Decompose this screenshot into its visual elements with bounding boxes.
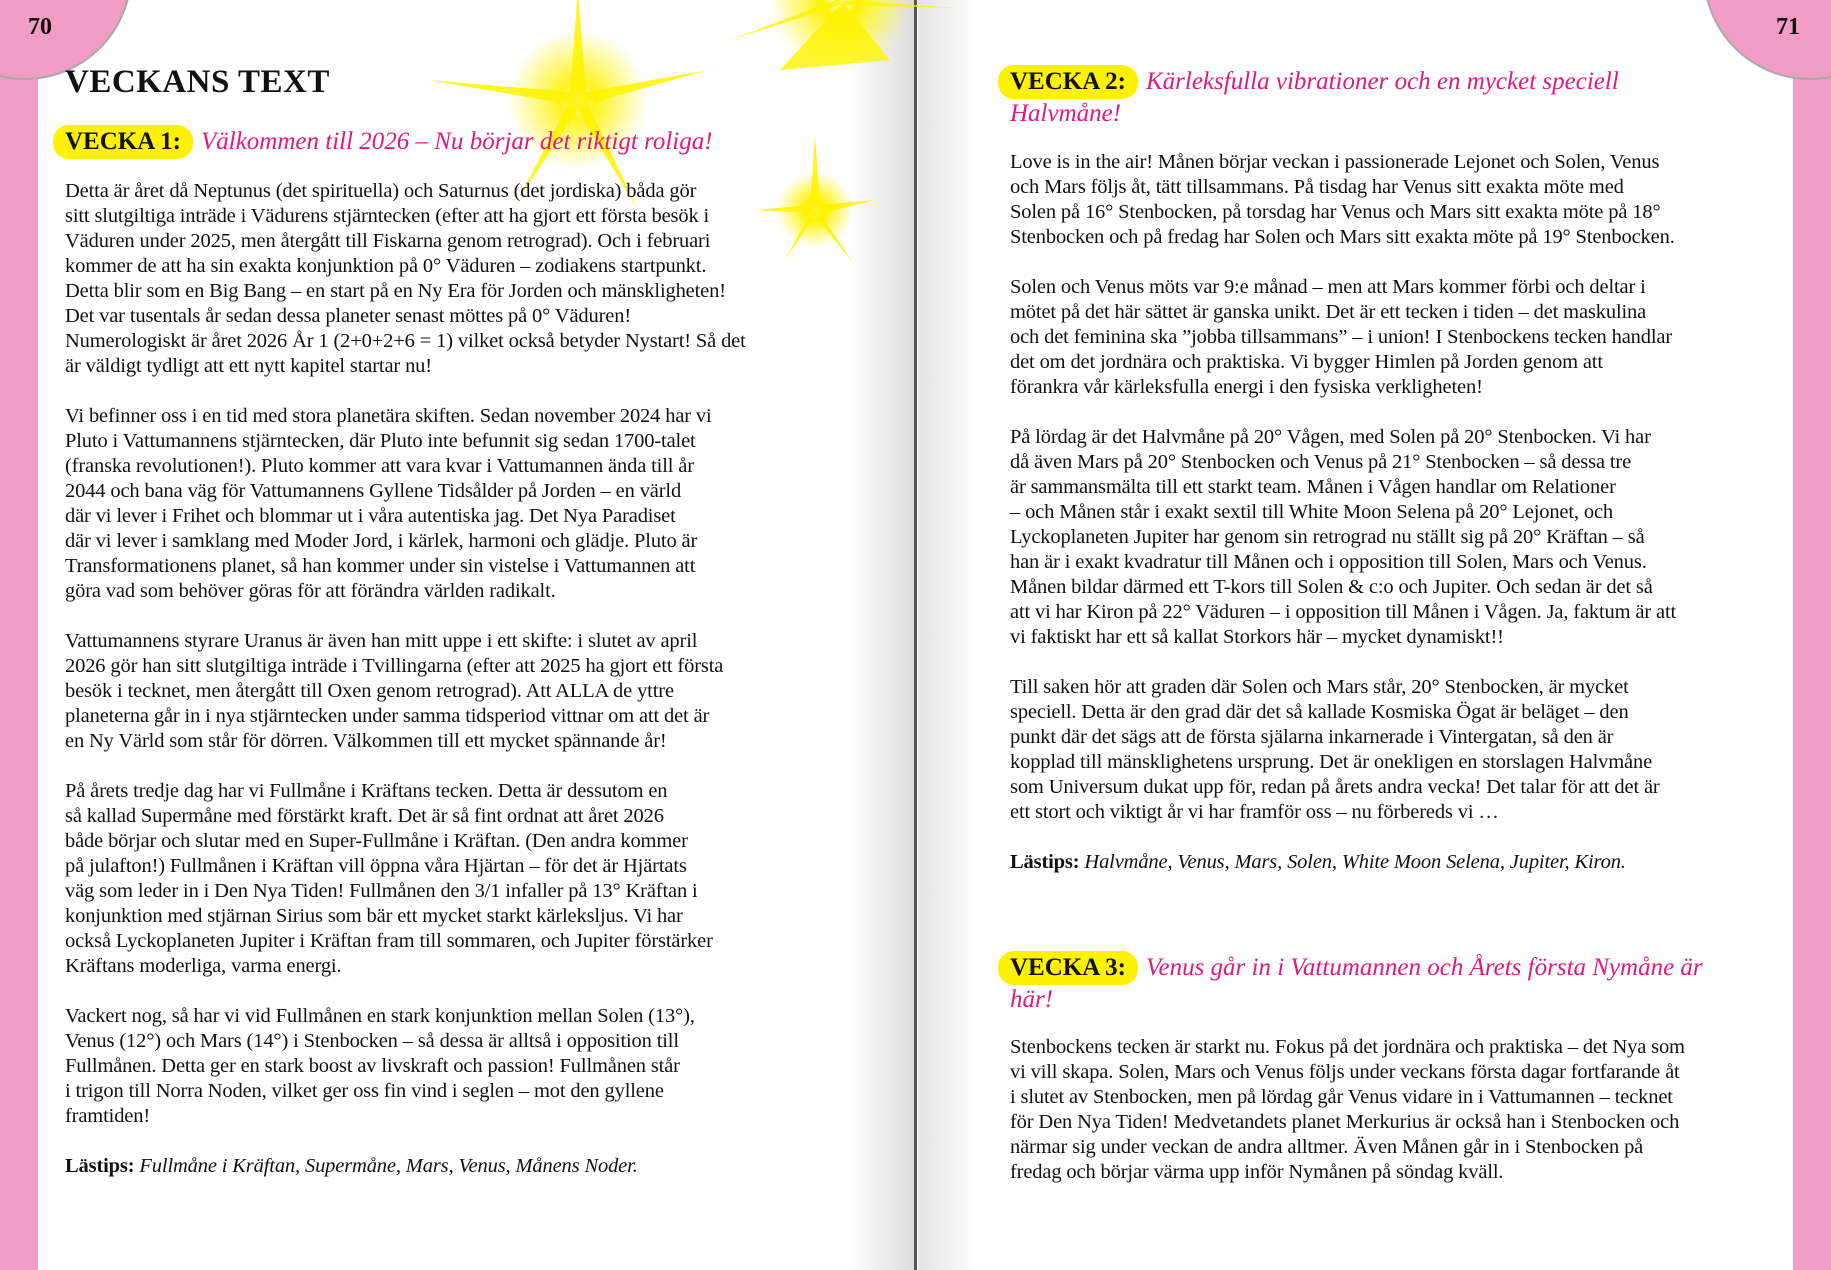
text-line: punkt där det sägs att de första själarna inkarnerade i Vintergatan, så den är: [1010, 726, 1614, 748]
week-label: VECKA 3:: [998, 951, 1138, 985]
reading-tips-label: Lästips:: [65, 1155, 135, 1177]
paragraph: [65, 629, 746, 754]
text-line: Väduren under 2025, men återgått till Fiskarna genom retrograd). Och i februari: [65, 230, 711, 252]
text-line: både börjar och slutar med en Super-Fullmåne i Kräftan. (Den andra kommer: [65, 830, 688, 852]
text-line: i slutet av Stenbocken, men på lördag går Venus vidare in i Vattumannen – tecknet: [1010, 1086, 1673, 1108]
text-line: På årets tredje dag har vi Fullmåne i Kräftans tecken. Detta är dessutom en: [65, 780, 668, 802]
text-line: Lyckoplaneten Jupiter har genom sin retrograd nu ställt sig på 20° Kräftan – så: [1010, 526, 1645, 548]
paragraph: [1010, 425, 1676, 650]
star-icon: [755, 135, 875, 260]
paragraph: [1010, 150, 1676, 250]
text-line: är sammansmälta till ett starkt team. Månen i Vågen handlar om Relationer: [1010, 476, 1616, 498]
text-line: Venus (12°) och Mars (14°) i Stenbocken – så dessa är alltså i opposition till: [65, 1030, 679, 1052]
text-line: sitt slutgiltiga inträde i Vädurens stjärntecken (efter att ha gjort ett första besök i: [65, 205, 710, 227]
week-title-continued: här!: [1010, 986, 1054, 1013]
text-line: vi faktiskt har ett så kallat Storkors här – mycket dynamiskt!!: [1010, 626, 1504, 648]
text-line: Fullmånen. Detta ger en stark boost av livskraft och passion! Fullmånen står: [65, 1055, 680, 1077]
text-line: Solen och Venus möts var 9:e månad – men att Mars kommer förbi och deltar i: [1010, 276, 1646, 298]
week-2-heading: [998, 65, 1619, 129]
week-title: Venus går in i Vattumannen och Årets första Nymåne är: [1145, 954, 1703, 981]
paragraph: [1010, 1035, 1685, 1185]
text-line: (franska revolutionen!). Pluto kommer att vara kvar i Vattumannen ända till år: [65, 455, 694, 477]
text-line: en Ny Värld som står för dörren. Välkommen till ett mycket spännande år!: [65, 730, 667, 752]
text-line: på julafton!) Fullmånen i Kräftan vill öppna våra Hjärtan – för det är Hjärtats: [65, 855, 687, 877]
paragraph: [65, 1004, 746, 1129]
text-line: närmar sig under veckan de andra alltmer. Även Månen går in i Stenbocken på: [1010, 1136, 1644, 1158]
text-line: som Universum dukat upp för, redan på årets andra vecka! Det talar för att det är: [1010, 776, 1660, 798]
text-line: där vi lever i samklang med Moder Jord, i kärlek, harmoni och glädje. Pluto är: [65, 530, 698, 552]
paragraph: [65, 779, 746, 979]
text-line: Love is in the air! Månen börjar veckan i passionerade Lejonet och Solen, Venus: [1010, 151, 1660, 173]
left-page-body: [65, 179, 746, 1204]
page-number-right: 71: [1776, 14, 1800, 40]
right-page-body: [1010, 150, 1676, 900]
text-line: han är i exakt kvadratur till Månen och i opposition till Solen, Mars och Venus.: [1010, 551, 1647, 573]
text-line: göra vad som behöver göras för att förändra världen radikalt.: [65, 580, 556, 602]
text-line: kopplad till mänsklighetens ursprung. Det är onekligen en storslagen Halvmåne: [1010, 751, 1653, 773]
text-line: Stenbocken och på fredag har Solen och Mars sitt exakta möte på 19° Stenbocken.: [1010, 226, 1675, 248]
text-line: konjunktion med stjärnan Sirius som bär ett mycket starkt kärleksljus. Vi har: [65, 905, 683, 927]
text-line: På lördag är det Halvmåne på 20° Vågen, med Solen på 20° Stenbocken. Vi har: [1010, 426, 1651, 448]
text-line: Till saken hör att graden där Solen och Mars står, 20° Stenbocken, är mycket: [1010, 676, 1629, 698]
text-line: så kallad Supermåne med förstärkt kraft. Det är så fint ordnat att året 2026: [65, 805, 664, 827]
paragraph: [65, 404, 746, 604]
text-line: planeterna går in i nya stjärntecken under samma tidsperiod vittnar om att det är: [65, 705, 710, 727]
reading-tips-text: Halvmåne, Venus, Mars, Solen, White Moon Selena, Jupiter, Kiron.: [1084, 851, 1626, 873]
text-line: Vackert nog, så har vi vid Fullmånen en stark konjunktion mellan Solen (13°),: [65, 1005, 695, 1027]
text-line: ett stort och viktigt år vi har framför oss – nu förbereds vi …: [1010, 801, 1499, 823]
week-label: VECKA 1:: [53, 125, 193, 159]
text-line: Kräftans moderliga, varma energi.: [65, 955, 342, 977]
reading-tips: [1010, 850, 1676, 875]
text-line: speciell. Detta är den grad där det så kallade Kosmiska Ögat är beläget – den: [1010, 701, 1629, 723]
text-line: mötet på det här sättet är ganska unikt. Det är ett tecken i tiden – det maskulina: [1010, 301, 1647, 323]
week-1-heading: [53, 125, 713, 159]
paragraph: [1010, 675, 1676, 825]
week-title-continued: Halvmåne!: [1010, 100, 1122, 127]
text-line: framtiden!: [65, 1105, 151, 1127]
week-3-body: [1010, 1035, 1685, 1210]
text-line: och det feminina ska ”jobba tillsammans” – i union! I Stenbockens tecken handlar: [1010, 326, 1673, 348]
page-number-tab-right: [1703, 0, 1831, 80]
text-line: då även Mars på 20° Stenbocken och Venus på 21° Stenbocken – så dessa tre: [1010, 451, 1632, 473]
text-line: att vi har Kiron på 22° Väduren – i opposition till Månen i Vågen. Ja, faktum är att: [1010, 601, 1677, 623]
text-line: och Mars följs åt, tätt tillsammans. På tisdag har Venus sitt exakta möte med: [1010, 176, 1624, 198]
text-line: fredag och börjar värma upp inför Nymånen på söndag kväll.: [1010, 1161, 1504, 1183]
text-line: i trigon till Norra Noden, vilket ger oss fin vind i seglen – mot den gyllene: [65, 1080, 664, 1102]
text-line: Detta är året då Neptunus (det spirituella) och Saturnus (det jordiska) båda gör: [65, 180, 697, 202]
text-line: kommer de att ha sin exakta konjunktion på 0° Väduren – zodiakens startpunkt.: [65, 255, 707, 277]
text-line: Stenbockens tecken är starkt nu. Fokus på det jordnära och praktiska – det Nya som: [1010, 1036, 1685, 1058]
week-label: VECKA 2:: [998, 65, 1138, 99]
text-line: det om det jordnära och praktiska. Vi bygger Himlen på Jorden genom att: [1010, 351, 1603, 373]
reading-tips: [65, 1154, 746, 1179]
page-number-left: 70: [28, 14, 52, 40]
text-line: Solen på 16° Stenbocken, på torsdag har Venus och Mars sitt exakta möte på 18°: [1010, 201, 1661, 223]
reading-tips-text: Fullmåne i Kräftan, Supermåne, Mars, Venus, Månens Noder.: [139, 1155, 638, 1177]
text-line: Månen bildar därmed ett T-kors till Solen & c:o och Jupiter. Och sedan är det så: [1010, 576, 1653, 598]
text-line: 2026 gör han sitt slutgiltiga inträde i Tvillingarna (efter att 2025 ha gjort ett första: [65, 655, 724, 677]
paragraph: [1010, 275, 1676, 400]
paragraph: [65, 179, 746, 379]
right-page-margin: [1793, 0, 1831, 1270]
text-line: Pluto i Vattumannens stjärntecken, där Pluto inte befunnit sig sedan 1700-talet: [65, 430, 696, 452]
text-line: är väldigt tydligt att ett nytt kapitel startar nu!: [65, 355, 432, 377]
text-line: också Lyckoplaneten Jupiter i Kräftan fram till sommaren, och Jupiter förstärker: [65, 930, 713, 952]
text-line: – och Månen står i exakt sextil till White Moon Selena på 20° Lejonet, och: [1010, 501, 1614, 523]
text-line: för Den Nya Tiden! Medvetandets planet Merkurius är också han i Stenbocken och: [1010, 1111, 1680, 1133]
text-line: Numerologiskt är året 2026 År 1 (2+0+2+6 = 1) vilket också betyder Nystart! Så det: [65, 330, 746, 352]
text-line: 2044 och bana väg för Vattumannens Gyllene Tidsålder på Jorden – en värld: [65, 480, 682, 502]
text-line: där vi lever i Frihet och blommar ut i våra autentiska jag. Det Nya Paradiset: [65, 505, 676, 527]
star-icon: [730, 0, 960, 70]
reading-tips-label: Lästips:: [1010, 851, 1080, 873]
text-line: förankra vår kärleksfulla energi i den fysiska verkligheten!: [1010, 376, 1483, 398]
text-line: besök i tecknet, men återgått till Oxen genom retrograd). Att ALLA de yttre: [65, 680, 674, 702]
text-line: väg som leder in i Den Nya Tiden! Fullmånen den 3/1 infaller på 13° Kräftan i: [65, 880, 698, 902]
text-line: vi vill skapa. Solen, Mars och Venus följs under veckans första dagar fortfarande åt: [1010, 1061, 1680, 1083]
text-line: Vi befinner oss i en tid med stora planetära skiften. Sedan november 2024 har vi: [65, 405, 712, 427]
section-title: VECKANS TEXT: [65, 64, 330, 100]
week-3-heading: [998, 951, 1703, 1015]
text-line: Vattumannens styrare Uranus är även han mitt uppe i ett skifte: i slutet av april: [65, 630, 698, 652]
text-line: Det var tusentals år sedan dessa planeter senast möttes på 0° Väduren!: [65, 305, 632, 327]
text-line: Transformationens planet, så han kommer under sin vistelse i Vattumannen att: [65, 555, 696, 577]
text-line: Detta blir som en Big Bang – en start på en Ny Era för Jorden och mänskligheten!: [65, 280, 726, 302]
week-title: Välkommen till 2026 – Nu börjar det riktigt roliga!: [200, 128, 713, 155]
week-title: Kärleksfulla vibrationer och en mycket speciell: [1145, 68, 1619, 95]
